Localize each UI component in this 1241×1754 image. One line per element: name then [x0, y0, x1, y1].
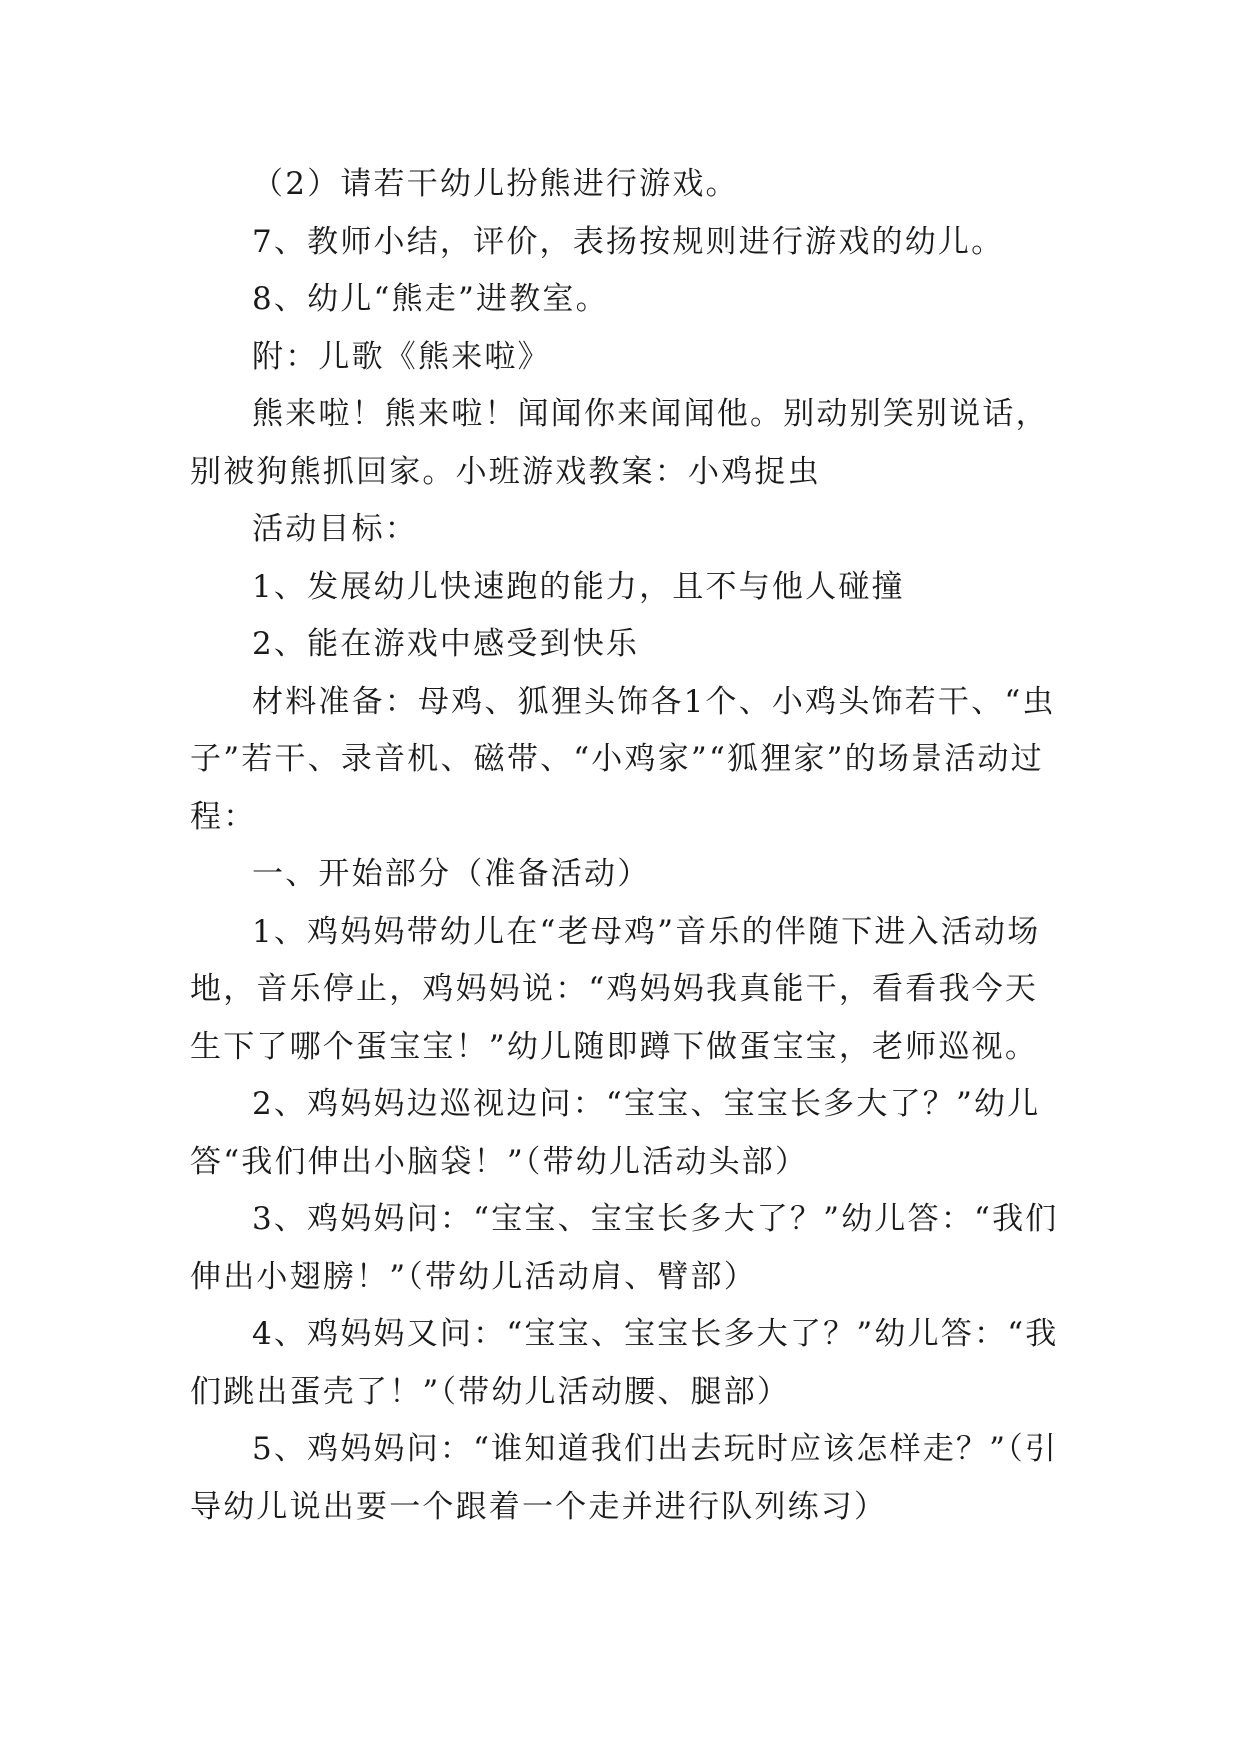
paragraph: 1、发展幼儿快速跑的能力，且不与他人碰撞	[252, 568, 905, 605]
paragraph: 8、幼儿“熊走”进教室。	[252, 281, 609, 317]
paragraph: 4、鸡妈妈又问：“宝宝、宝宝长多大了？”幼儿答：“我们跳出蛋壳了！”（带幼儿活动腰、腿部）	[190, 1316, 1059, 1410]
paragraph: （2）请若干幼儿扮熊进行游戏。	[252, 166, 739, 202]
paragraph: 活动目标：	[252, 511, 418, 547]
paragraph: 附：儿歌《熊来啦》	[252, 338, 551, 375]
document-body	[190, 156, 1070, 1536]
paragraph: 熊来啦！熊来啦！闻闻你来闻闻他。别动别笑别说话，别被狗熊抓回家。小班游戏教案：小鸡捉虫	[190, 396, 1049, 490]
paragraph: 5、鸡妈妈问：“谁知道我们出去玩时应该怎样走？”（引导幼儿说出要一个跟着一个走并进行队列练习）	[190, 1431, 1059, 1525]
paragraph: 1、鸡妈妈带幼儿在“老母鸡”音乐的伴随下进入活动场地，音乐停止，鸡妈妈说：“鸡妈妈我真能干，看看我今天生下了哪个蛋宝宝！”幼儿随即蹲下做蛋宝宝，老师巡视。	[190, 913, 1041, 1065]
paragraph: 3、鸡妈妈问：“宝宝、宝宝长多大了？”幼儿答：“我们伸出小翅膀！”（带幼儿活动肩、臂部）	[190, 1201, 1059, 1295]
paragraph: 材料准备：母鸡、狐狸头饰各1个、小鸡头饰若干、“虫子”若干、录音机、磁带、“小鸡家”“狐狸家”的场景活动过程：	[190, 683, 1056, 835]
paragraph: 2、能在游戏中感受到快乐	[252, 626, 640, 662]
paragraph: 一、开始部分（准备活动）	[252, 856, 651, 892]
paragraph: 7、教师小结，评价，表扬按规则进行游戏的幼儿。	[252, 223, 1005, 260]
paragraph: 2、鸡妈妈边巡视边问：“宝宝、宝宝长多大了？”幼儿答“我们伸出小脑袋！”（带幼儿活动头部）	[190, 1086, 1041, 1180]
